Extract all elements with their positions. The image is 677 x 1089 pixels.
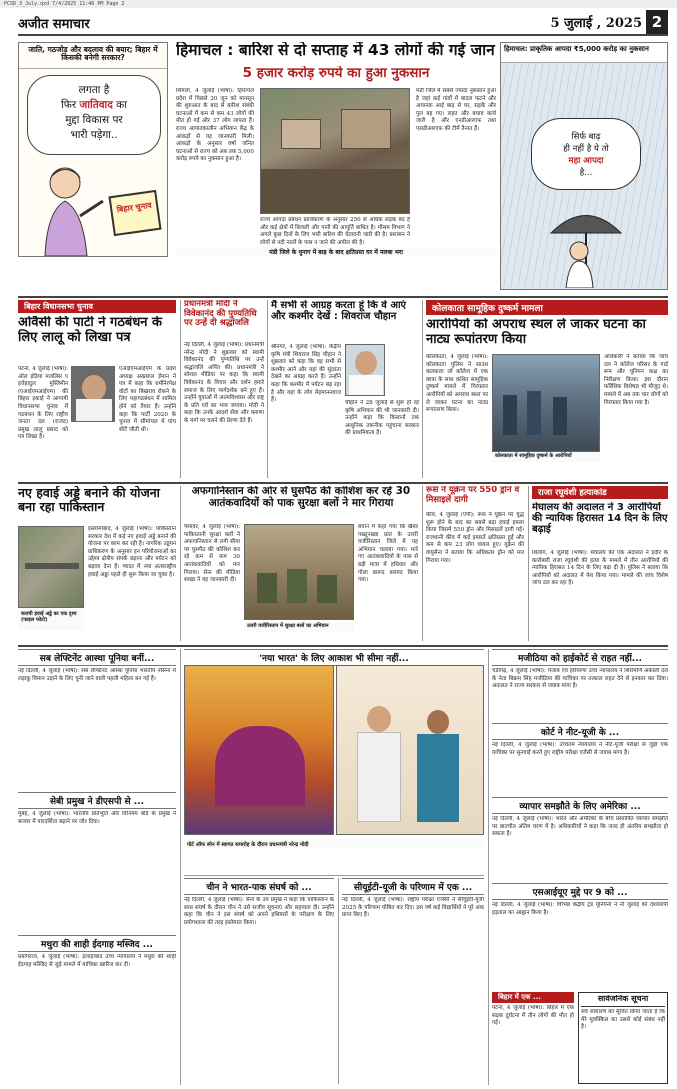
page-number: 2: [646, 10, 668, 34]
notice-title: सार्वजनिक सूचना: [581, 995, 665, 1007]
drones-headline: रूस ने यूक्रेन पर 550 ड्रोन व मिसाइलें दागी: [426, 486, 520, 505]
naya-bharat-photo-left: [184, 665, 334, 835]
afghan-story: [184, 486, 418, 641]
speech-highlight: जातिवाद: [79, 99, 113, 111]
print-slug: PCSD_3_July.qxd 7/4/2025 11:46 PM Page 2: [0, 0, 677, 8]
lead-body-a: शिमला, 4 जुलाई (भाषा): हिमाचल प्रदेश में पिछले 20 जून को मानसून की शुरुआत के बाद से बारिश संबंधी घटनाओं में कम से कम 43 लोगों की मौत हो गई और 37 लोग लापता हैं। राज्य आपातकालीन अभियान केंद्र के आंकड़ों से यह जानकारी मिली। आंकड़ों के अनुसार वर्षा जनित घटनाओं से राज्य को अब तक 5,000 करोड़ रुपये का नुकसान हुआ है।: [176, 88, 254, 163]
small-brief: [492, 992, 574, 1084]
disaster-cartoon: [500, 42, 668, 290]
brief-body: नई दिल्ली, 4 जुलाई (भाषा): सब लेफ्टिनेंट आस्था पूनिया भारतीय नौसेना में लड़ाकू विमान उड़ाने के लिए चुनी जाने वाली पहली महिला बन गई हैं।: [18, 668, 176, 682]
raja-body: शिलांग, 4 जुलाई (भाषा): मेघालय की एक अदालत ने इंदौर के कारोबारी राजा रघुवंशी की हत्या के मामले में तीन आरोपियों की न्यायिक हिरासत 14 दिन के लिए बढ़ा दी है। पुलिस ने बताया कि आरोपियों को अदालत में पेश किया गया। मामले की जांच विशेष जांच दल कर रहा है।: [532, 550, 668, 587]
naya-bharat-block: [184, 649, 484, 871]
airports-story: [18, 486, 176, 641]
airports-body: इस्लामाबाद, 4 जुलाई (भाषा): पाकिस्तान सरकार देश में कई नए हवाई अड्डे बनाने की योजना पर काम कर रही है। नागरिक उड्डयन प्राधिकरण के अनुसार इन परियोजनाओं का उद्देश्य क्षेत्रीय संपर्क बढ़ाना और पर्यटन को बढ़ावा देना है। ग्वादर में नया अंतरराष्ट्रीय हवाई अड्डा पहले ही शुरू किया जा चुका है।: [88, 526, 176, 578]
brief-title: मथुरा की शाही ईदगाह मस्जिद ...: [18, 935, 176, 952]
brief-body: नई दिल्ली, 4 जुलाई (भाषा): उच्चतम न्यायालय ने नीट-यूजी परीक्षा से जुड़ी एक याचिका पर सुनवाई करते हुए राष्ट्रीय परीक्षा एजेंसी से जवाब मांगा है।: [492, 742, 668, 756]
cuet-body: नई दिल्ली, 4 जुलाई (भाषा): राष्ट्रीय परीक्षा एजेंसी ने सीयूईटी-यूजी 2025 के परिणाम घोषित कर दिए। इस वर्ष कई विद्यार्थियों ने पूरे अंक प्राप्त किए हैं।: [342, 897, 484, 919]
naya-bharat-photo-right: [336, 665, 484, 835]
shivraj-story: [271, 300, 419, 478]
owaisi-headline: ओवैसी की पार्टी ने गठबंधन के लिए लालू को लिखा पत्र: [18, 316, 163, 345]
vivekananda-body: नई दिल्ली, 4 जुलाई (भाषा): प्रधानमंत्री नरेन्द्र मोदी ने शुक्रवार को स्वामी विवेकानंद की पुण्यतिथि पर उन्हें श्रद्धांजलि अर्पित की। प्रधानमंत्री ने सोशल मीडिया पर कहा कि स्वामी विवेकानंद के विचार और दर्शन हमारे समाज के लिए मार्गदर्शक बने हुए हैं। उन्होंने युवाओं में आत्मविश्वास और राष्ट्र के प्रति गर्व का भाव जगाया। मोदी ने कहा कि उनके आदर्श सेवा और करुणा के मार्ग पर चलने की प्रेरणा देते हैं।: [184, 342, 264, 424]
afghan-body-b: बयान में कहा गया कि खैबर पख्तूनख्वा प्रांत के उत्तरी वजीरिस्तान जिले में यह अभियान चलाया गया। मारे गए आतंकवादियों के पास से बड़ी मात्रा में हथियार और गोला बारूद बरामद किया गया।: [358, 524, 418, 584]
speech-bubble: [27, 75, 161, 155]
brief-title: सेबी प्रमुख ने डीएसपी से ...: [18, 792, 176, 809]
right-cartoon-caption: हिमाचल: प्राकृतिक आपदा ₹5,000 करोड़ का नुकसान: [501, 43, 667, 63]
owaisi-story: [18, 300, 176, 478]
afghan-photo: [244, 524, 354, 620]
naya-bharat-photo-note: पोर्ट ऑफ स्पेन में स्वागत समारोह के दौरान प्रधानमंत्री नरेन्द्र मोदी: [184, 839, 484, 849]
afghan-headline: अफगानिस्तान की ओर से घुसपैठ की कोशिश कर रहे 30 आतंकवादियों को पाक सुरक्षा बलों ने मार गिराया: [191, 486, 411, 509]
kolkata-headline: आरोपियों को अपराध स्थल ले जाकर घटना का नाट्य रूपांतरण किया: [426, 318, 646, 347]
raja-headline: मेघालय की अदालत ने 3 आरोपियों की न्यायिक हिरासत 14 दिन के लिए बढ़ाई: [532, 502, 668, 536]
vivekananda-headline: प्रधानमंत्री मोदी ने विवेकानंद की पुण्यतिथि पर उन्हें दी श्रद्धांजलि: [184, 300, 257, 329]
public-notice: [578, 992, 668, 1084]
airports-headline: नए हवाई अड्डे बनाने की योजना बना रहा पाकिस्तान: [18, 486, 160, 514]
shivraj-body-a: श्रीनगर, 4 जुलाई (भाषा): केंद्रीय कृषि मंत्री शिवराज सिंह चौहान ने शुक्रवार को कहा कि वह सभी से कश्मीर आने और यहां की सुंदरता देखने का आग्रह करते हैं। उन्होंने कहा कि कश्मीर में पर्यटन बढ़ रहा है और यहां के लोग मेहमाननवाज हैं।: [271, 344, 341, 404]
bihar-chunav-sign: बिहार चुनाव: [108, 190, 161, 236]
drones-body: कीव, 4 जुलाई (एपी): रूस ने यूक्रेन पर युद्ध शुरू होने के बाद का सबसे बड़ा हवाई हमला किया जिसमें 550 ड्रोन और मिसाइलें दागी गईं। राजधानी कीव में कई इमारतें क्षतिग्रस्त हुईं और कम से कम 23 लोग घायल हुए। यूक्रेन की वायुसेना ने बताया कि अधिकतर ड्रोन को मार गिराया गया।: [426, 512, 524, 564]
airports-photo-caption: कराची हवाई अड्डे का एक दृश्य (फाइल फोटो): [18, 610, 84, 630]
shivraj-photo: [345, 344, 385, 396]
lead-headline: हिमाचल : बारिश से दो सप्ताह में 43 लोगों की गई जान: [176, 42, 495, 59]
lead-subhead: 5 हजार करोड़ रुपये का हुआ नुकसान: [242, 66, 430, 81]
owaisi-body-a: पटना, 4 जुलाई (भाषा): ऑल इंडिया मजलिस ए इत्तेहादुल मुस्लिमीन (एआईएमआईएम) की बिहार इकाई ने आगामी विधानसभा चुनाव में गठबंधन के लिए राष्ट्रीय जनता दल (राजद) प्रमुख लालू प्रसाद को पत्र लिखा है।: [18, 366, 68, 441]
bottom-left-briefs: [18, 649, 176, 1085]
brief-title: व्यापार समझौते के लिए अमेरिका ...: [492, 797, 668, 814]
naya-bharat-caption: 'नया भारत' के लिए आकाश भी सीमा नहीं...: [184, 649, 484, 666]
brief-title: मजीठिया को हाईकोर्ट से राहत नहीं...: [492, 649, 668, 666]
airports-photo: [18, 526, 84, 608]
china-body: नई दिल्ली, 4 जुलाई (भाषा): सेना के उप प्रमुख ने कहा कि पाकिस्तान के साथ संघर्ष के दौरान चीन ने उसे सजीव सूचनाएं और सहायता दी। उन्होंने कहा कि चीन ने इस संघर्ष को अपने हथियारों के परीक्षण के लिए प्रयोगशाला की तरह इस्तेमाल किया।: [184, 897, 334, 926]
owaisi-body-b: एआईएमआईएम के प्रदेश अध्यक्ष अख्तरुल ईमान ने पत्र में कहा कि धर्मनिरपेक्ष वोटों का बिखराव रोकने के लिए महागठबंधन में शामिल होने को तैयार हैं। उन्होंने कहा कि पार्टी 2020 के चुनाव में सीमांचल में पांच सीटें जीती थी।: [119, 366, 176, 433]
small-brief-body: पटना, 4 जुलाई (भाषा): बिहार में एक सड़क दुर्घटना में तीन लोगों की मौत हो गई।: [492, 1005, 574, 1027]
brief-body: नई दिल्ली, 4 जुलाई (भाषा): भारत और अमेरिका के बीच प्रस्तावित व्यापार समझौते पर बातचीत अंतिम चरण में है। अधिकारियों ने कहा कि जल्द ही अंतरिम समझौता हो सकता है।: [492, 816, 668, 838]
kolkata-photo: [492, 354, 600, 452]
raja-story: [532, 486, 668, 641]
right-speech-bubble: सिर्फ बाढ़ ही नहीं है ये तो महा आपदा है...: [531, 118, 641, 190]
cartoon-top-caption: जाति, गठजोड़ और बदलाव की बयार; बिहार में किसकी बनेगी सरकार?: [19, 43, 167, 69]
china-story: [184, 878, 334, 1084]
lead-story: [176, 42, 496, 292]
afghan-photo-caption: उत्तरी वजीरिस्तान में सुरक्षा बलों का अभियान: [244, 622, 354, 632]
speech-line-1: लगता है: [78, 84, 110, 96]
afghan-body-a: पेशावर, 4 जुलाई (भाषा): पाकिस्तानी सुरक्षा बलों ने अफगानिस्तान से लगी सीमा पर घुसपैठ की कोशिश कर रहे कम से कम 30 आतंकवादियों को मार गिराया। सेना की मीडिया शाखा ने यह जानकारी दी।: [184, 524, 240, 584]
drones-story: [426, 486, 524, 641]
vivekananda-story: [184, 300, 264, 478]
notice-body: सर्व साधारण को सूचित किया जाता है कि मेरे मुवक्किल का उससे कोई संबंध नहीं है।: [581, 1009, 665, 1031]
woman-figure-illustration: [25, 161, 115, 256]
election-cartoon: [18, 42, 168, 257]
china-title: चीन ने भारत-पाक संघर्ष को ...: [184, 878, 334, 895]
lead-body-b: मंडी जिले में सबसे ज्यादा नुकसान हुआ है जहां कई गांवों में बादल फटने और अचानक आई बाढ़ से घर, सड़कें और पुल बह गए। राहत और बचाव कार्य जारी है और एनडीआरएफ तथा एसडीआरएफ की टीमें तैनात हैं।: [416, 88, 496, 132]
brief-title: कोर्ट ने नीट-यूजी के ...: [492, 723, 668, 740]
owaisi-kicker: बिहार विधानसभा चुनाव: [18, 300, 176, 313]
masthead: [18, 10, 668, 36]
brief-body: मुंबई, 4 जुलाई (भाषा): भारतीय प्रतिभूति और विनिमय बोर्ड के प्रमुख ने बाजार में पारदर्शिता बढ़ाने पर जोर दिया।: [18, 811, 176, 825]
issue-date: 5 जुलाई , 2025: [550, 16, 642, 31]
owaisi-photo: [71, 366, 115, 422]
brief-body: चंडीगढ़, 4 जुलाई (भाषा): पंजाब एवं हरियाणा उच्च न्यायालय ने शिरोमणि अकाली दल के नेता बिक्रम सिंह मजीठिया की याचिका पर तत्काल राहत देने से इनकार कर दिया। अदालत ने राज्य सरकार से जवाब मांगा है।: [492, 668, 668, 690]
brief-title: सब लेफ्टिनेंट आस्था पूनिया बनीं...: [18, 649, 176, 666]
shivraj-headline: मैं सभी से आग्रह करता हूं कि वे आएं और कश्मीर देखें : शिवराज चौहान: [271, 300, 407, 323]
paper-name: अजीत समाचार: [18, 17, 90, 32]
lead-photo-caption: मंडी जिले के थुनाग में बाढ़ के बाद क्षतिग्रस्त घर में मलबा भरा: [176, 247, 496, 257]
speech-line-2: फिर जातिवाद का: [61, 99, 127, 111]
speech-line-4: भारी पड़ेगा..: [70, 129, 118, 141]
right-briefs: [492, 649, 668, 989]
speech-line-3: मुद्दा विकास पर: [65, 114, 123, 126]
cuet-story: [342, 878, 484, 1084]
raja-kicker: राजा रघुवंशी हत्याकांड: [532, 486, 668, 499]
lead-body-c: राज्य आपदा प्रबंधन प्राधिकरण के अनुसार 250 से अधिक सड़कें बंद हैं और कई क्षेत्रों में बिजली और पानी की आपूर्ति बाधित है। मौसम विभाग ने अगले कुछ दिनों के लिए भारी बारिश की चेतावनी जारी की है। प्रशासन ने लोगों से नदी नालों के पास न जाने की अपील की है।: [260, 217, 410, 245]
cuet-title: सीयूईटी-यूजी के परिणाम में एक ...: [342, 878, 484, 895]
kolkata-photo-caption: कोलकाता में सामूहिक दुष्कर्म के आरोपियों: [492, 452, 600, 462]
kolkata-story: [426, 300, 668, 478]
brief-title: एसआईयूए मुद्दे पर 9 को ...: [492, 883, 668, 900]
brief-body: प्रयागराज, 4 जुलाई (भाषा): इलाहाबाद उच्च न्यायालय ने मथुरा की शाही ईदगाह मस्जिद से जुड़े मामले में याचिका खारिज कर दी।: [18, 954, 176, 968]
umbrella-figure-illustration: [541, 203, 631, 288]
kolkata-kicker: कोलकाता सामूहिक दुष्कर्म मामला: [426, 300, 668, 315]
brief-body: नई दिल्ली, 4 जुलाई (भाषा): विभिन्न केंद्रीय ट्रेड यूनियनों ने नौ जुलाई को देशव्यापी हड़ताल का आह्वान किया है।: [492, 902, 668, 916]
kolkata-body-b: अधिकारी ने बताया कि जांच दल ने कॉलेज परिसर के गार्ड रूम और यूनियन कक्ष का निरीक्षण किया। इस दौरान फॉरेंसिक विशेषज्ञ भी मौजूद थे। मामले में अब तक चार लोगों को गिरफ्तार किया गया है।: [604, 354, 668, 406]
lead-flood-photo: [260, 88, 410, 214]
small-brief-title: बिहार में एक ...: [492, 992, 574, 1003]
kolkata-body-a: कोलकाता, 4 जुलाई (भाषा): कोलकाता पुलिस ने साउथ कलकत्ता लॉ कॉलेज में एक छात्रा के साथ कथित सामूहिक दुष्कर्म मामले में गिरफ्तार आरोपियों को अपराध स्थल पर ले जाकर घटना का नाट्य रूपांतरण किया।: [426, 354, 488, 414]
shivraj-body-b: चौहान ने 28 जुलाई से शुरू हो रहे कृषि अभियान की भी जानकारी दी। उन्होंने कहा कि किसानों तक आधुनिक तकनीक पहुंचाना सरकार की प्राथमिकता है।: [345, 400, 419, 437]
